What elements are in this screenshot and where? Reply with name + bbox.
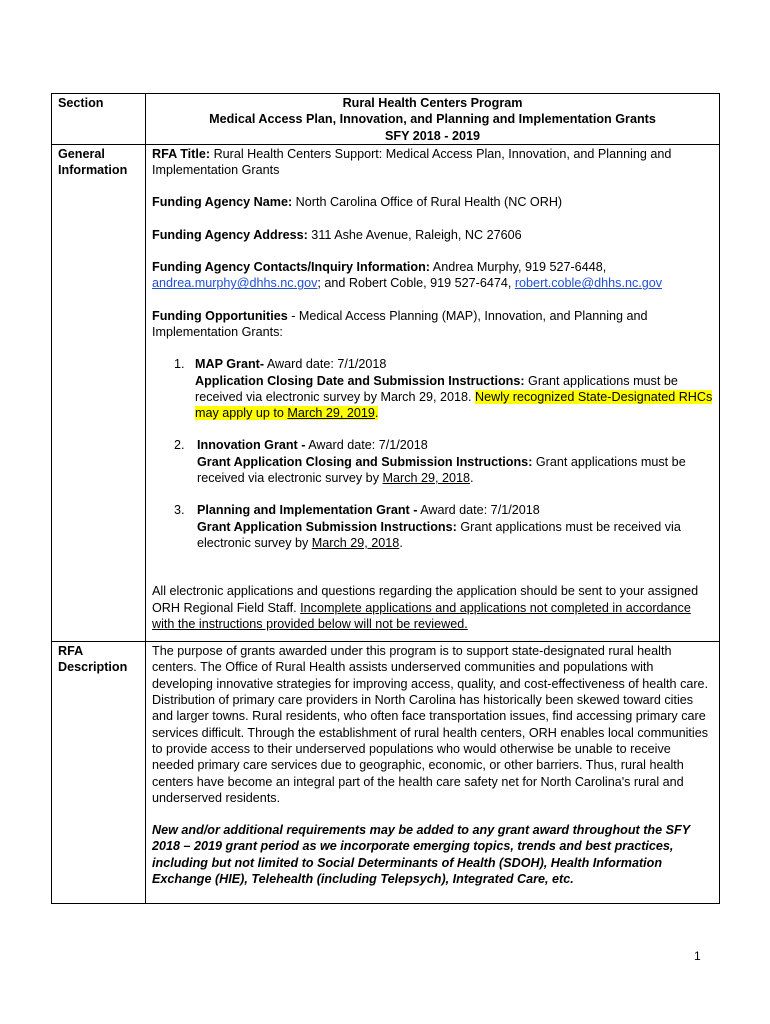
grant-instructions-label: Grant Application Submission Instructions: xyxy=(197,519,457,534)
grant-instructions-value: Grant applications must be received via electronic survey by March 29, 2018. xyxy=(195,373,678,404)
list-item xyxy=(152,502,713,551)
grant-award-date: Award date: 7/1/2018 xyxy=(417,503,540,518)
title-line-2: Medical Access Plan, Innovation, and Planning and Implementation Grants xyxy=(209,112,656,127)
rfa-label-line-1: RFA xyxy=(58,644,84,659)
rfa-table xyxy=(51,93,720,904)
section-header-cell xyxy=(52,94,146,145)
contacts-label: Funding Agency Contacts/Inquiry Information: xyxy=(152,260,430,275)
header-row xyxy=(52,94,720,145)
general-label-line-2: Information xyxy=(58,163,128,178)
rfa-label-line-2: Description xyxy=(58,660,128,675)
contacts-text-1: Andrea Murphy, 919 527-6448, xyxy=(430,260,607,275)
agency-name xyxy=(152,194,713,210)
agency-address-label: Funding Agency Address: xyxy=(152,227,308,242)
rfa-title-value: Rural Health Centers Support: Medical Access Plan, Innovation, and Planning and Implementation Grants xyxy=(152,146,672,178)
agency-name-label: Funding Agency Name: xyxy=(152,195,293,210)
grant-award-date: Award date: 7/1/2018 xyxy=(305,438,428,453)
list-number: 1. xyxy=(174,357,185,372)
highlight-period: . xyxy=(374,406,379,421)
email-link-robert-coble[interactable]: robert.coble@dhhs.nc.gov xyxy=(514,276,663,291)
general-information-row xyxy=(52,144,720,641)
page-number: 1 xyxy=(694,949,701,963)
grant-award-date: Award date: 7/1/2018 xyxy=(264,357,387,372)
grant-list xyxy=(152,356,713,551)
rfa-title-label: RFA Title: xyxy=(152,146,211,161)
email-link-andrea-murphy[interactable]: andrea.murphy@dhhs.nc.gov xyxy=(152,276,318,291)
opportunities-label: Funding Opportunities xyxy=(152,308,288,323)
grant-due-date: March 29, 2018 xyxy=(382,471,471,486)
general-section-cell xyxy=(52,144,146,641)
opportunities-value: - Medical Access Planning (MAP), Innovation, and Planning and Implementation Grants: xyxy=(152,308,648,339)
rfa-content-cell xyxy=(146,642,720,904)
list-number: 3. xyxy=(174,503,185,518)
general-label-line-1: General xyxy=(58,146,105,161)
rfa-requirements-note: New and/or additional requirements may be added to any grant award throughout the SFY 2018 – 2019 grant period as we incorporate emerging topics, trends and best practices, including but not limited to Social Determinants of Health (SDOH), Health Information Exchange (HIE), Telehealth (including Telepsych), Integrated Care, etc. xyxy=(152,823,690,886)
section-header-label: Section xyxy=(58,96,104,110)
grant-instructions-label: Application Closing Date and Submission Instructions: xyxy=(195,373,525,388)
title-line-1: Rural Health Centers Program xyxy=(342,96,523,110)
highlight-date: March 29, 2019 xyxy=(287,406,375,421)
agency-contacts xyxy=(152,259,713,292)
list-item xyxy=(152,437,713,486)
grant-instructions-label: Grant Application Closing and Submission Instructions: xyxy=(197,454,533,469)
funding-opportunities xyxy=(152,308,713,341)
grant-name: Planning and Implementation Grant - xyxy=(197,503,418,518)
grant-instructions-value: Grant applications must be received via electronic survey by xyxy=(197,454,686,486)
grant-instructions-value: Grant applications must be received via electronic survey by xyxy=(197,519,681,550)
list-number: 2. xyxy=(174,438,185,453)
list-item xyxy=(152,356,713,421)
title-header-cell xyxy=(146,94,720,145)
agency-address xyxy=(152,227,713,243)
general-content-cell xyxy=(146,144,720,641)
rfa-section-label xyxy=(52,642,145,676)
grant-period: . xyxy=(399,535,403,550)
highlight-text: Newly recognized State-Designated RHCs may apply up to xyxy=(195,389,713,421)
grant-due-date: March 29, 2018 xyxy=(311,535,400,550)
contacts-text-2: ; and Robert Coble, 919 527-6474, xyxy=(317,276,515,291)
program-title xyxy=(146,94,719,144)
rfa-description-row xyxy=(52,642,720,904)
closing-text: All electronic applications and questions regarding the application should be sent to your assigned ORH Regional Field Staff. xyxy=(152,584,699,615)
rfa-title xyxy=(152,146,713,179)
title-line-3: SFY 2018 - 2019 xyxy=(385,128,480,143)
rfa-section-cell xyxy=(52,642,146,904)
rfa-purpose-paragraph: The purpose of grants awarded under this program is to support state-designated rural health centers. The Office of Rural Health assists underserved communities and populations with developing innovative strategies for improving access, quality, and cost-effectiveness of health care. Distribution of primary care providers in North Carolina has historically been skewed toward cities and larger towns. Rural residents, who often face transportation issues, find accessing primary care services difficult. Through the establishment of rural health centers, ORH enables local communities to provide access to their underserved populations who would otherwise be unable to receive needed primary care services due to geographic, economic, or other barriers. Thus, rural health centers have become an integral part of the health care safety net for North Carolina's rural and underserved residents. xyxy=(152,644,709,805)
closing-note xyxy=(152,583,713,632)
grant-name: MAP Grant- xyxy=(195,357,265,372)
closing-warning: Incomplete applications and applications not completed in accordance with the instructions provided below will not be reviewed. xyxy=(152,600,691,631)
grant-period: . xyxy=(470,471,474,486)
agency-name-value: North Carolina Office of Rural Health (NC ORH) xyxy=(292,195,563,210)
grant-name: Innovation Grant - xyxy=(197,438,306,453)
agency-address-value: 311 Ashe Avenue, Raleigh, NC 27606 xyxy=(307,227,522,242)
general-section-label xyxy=(52,145,145,179)
